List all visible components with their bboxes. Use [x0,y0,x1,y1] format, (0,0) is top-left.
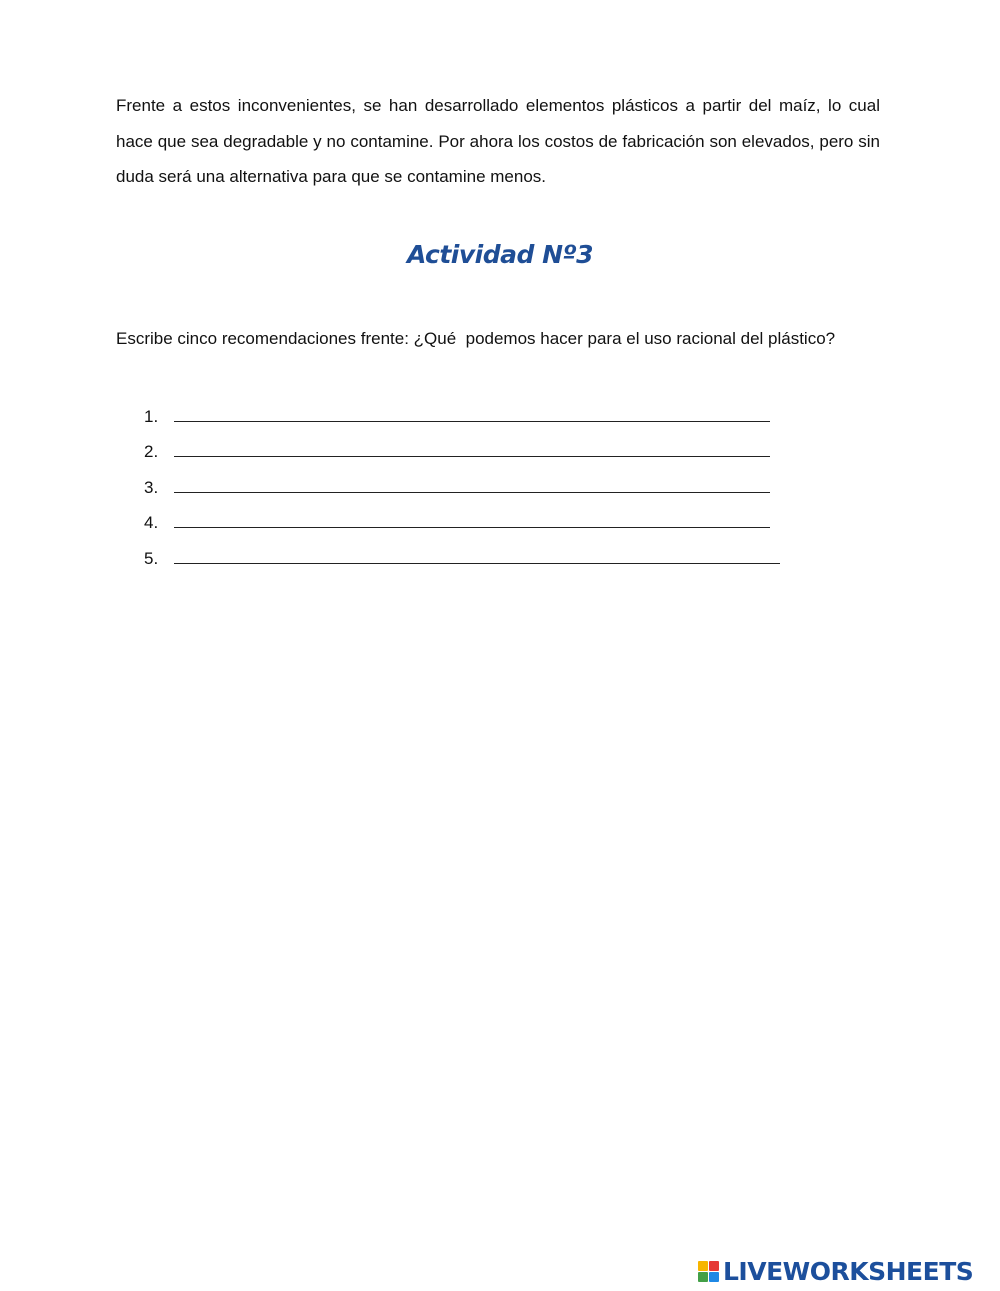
answer-number: 1. [144,406,159,426]
answer-item [144,394,780,430]
answer-blank-4[interactable] [174,510,770,528]
activity-prompt: Escribe cinco recomendaciones frente: ¿Qué podemos hacer para el uso racional del plástico? [116,329,836,348]
answer-list [144,394,780,572]
answer-item [144,501,780,537]
liveworksheets-logo [698,1256,973,1286]
answer-blank-5[interactable] [174,546,780,564]
answer-number: 2. [144,442,159,461]
answer-blank-3[interactable] [174,475,770,493]
answer-item [144,430,780,466]
logo-block-i [709,1261,719,1271]
answer-number: 4. [144,513,159,532]
logo-block-v [698,1272,708,1282]
logo-wordmark: LIVEWORKSHEETS [723,1256,974,1286]
intro-paragraph: Frente a estos inconvenientes, se han desarrollado elementos plásticos a partir del maíz, lo cual hace que sea degradable y no contamine. Por ahora los costos de fabricación son elevados, pero sin duda será una alternativa para que se contamine menos. [116,96,880,186]
answer-item [144,465,780,501]
logo-block-l [698,1261,708,1271]
logo-block-e [709,1272,719,1282]
answer-blank-1[interactable] [174,404,770,422]
answer-number: 5. [144,548,159,568]
activity-title: Actividad Nº3 [406,240,594,269]
logo-blocks-icon [698,1261,719,1282]
answer-number: 3. [144,477,159,497]
answer-blank-2[interactable] [174,439,770,457]
answer-item [144,536,780,572]
